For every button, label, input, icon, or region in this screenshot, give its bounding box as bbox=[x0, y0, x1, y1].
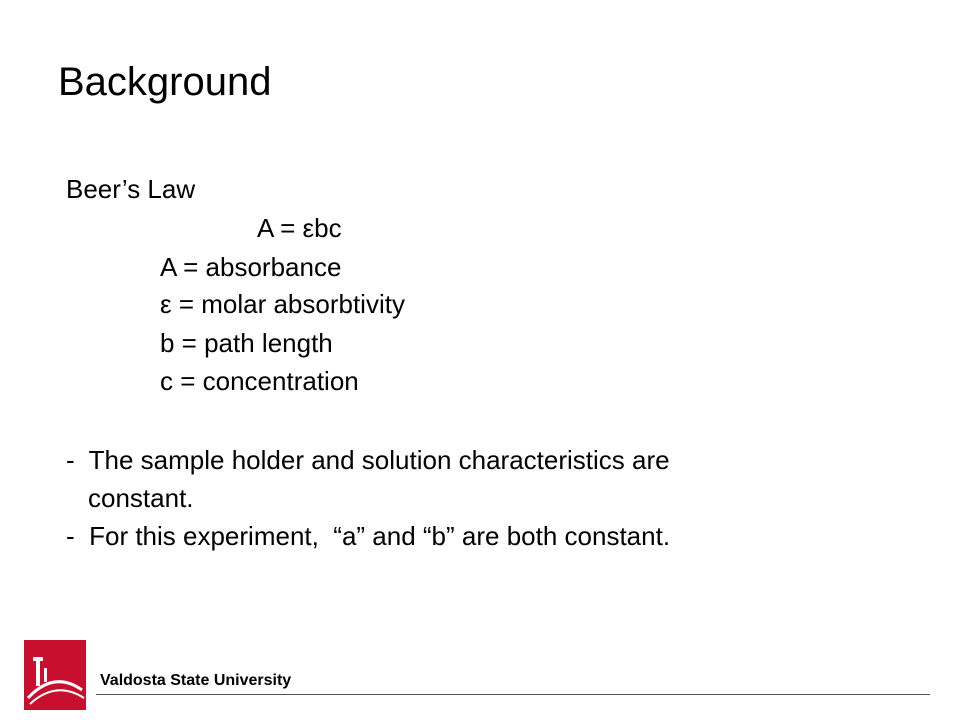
footer-divider bbox=[96, 694, 930, 695]
slide-title: Background bbox=[58, 60, 272, 104]
body-line-absorbance: A = absorbance bbox=[160, 252, 342, 282]
body-line-constant: constant. bbox=[88, 483, 194, 513]
body-line-equation: A = εbc bbox=[257, 213, 342, 243]
body-line-experiment: - For this experiment, “a” and “b” are both constant. bbox=[66, 521, 671, 551]
body-line-beers-law: Beer’s Law bbox=[66, 174, 196, 204]
body-line-molar-absorbtivity: ε = molar absorbtivity bbox=[160, 289, 405, 319]
footer-institution: Valdosta State University bbox=[100, 672, 292, 689]
body-line-concentration: c = concentration bbox=[160, 366, 359, 396]
body-line-sample-holder: - The sample holder and solution characteristics are bbox=[66, 445, 670, 475]
university-logo-icon bbox=[24, 640, 86, 710]
body-line-path-length: b = path length bbox=[160, 328, 333, 358]
